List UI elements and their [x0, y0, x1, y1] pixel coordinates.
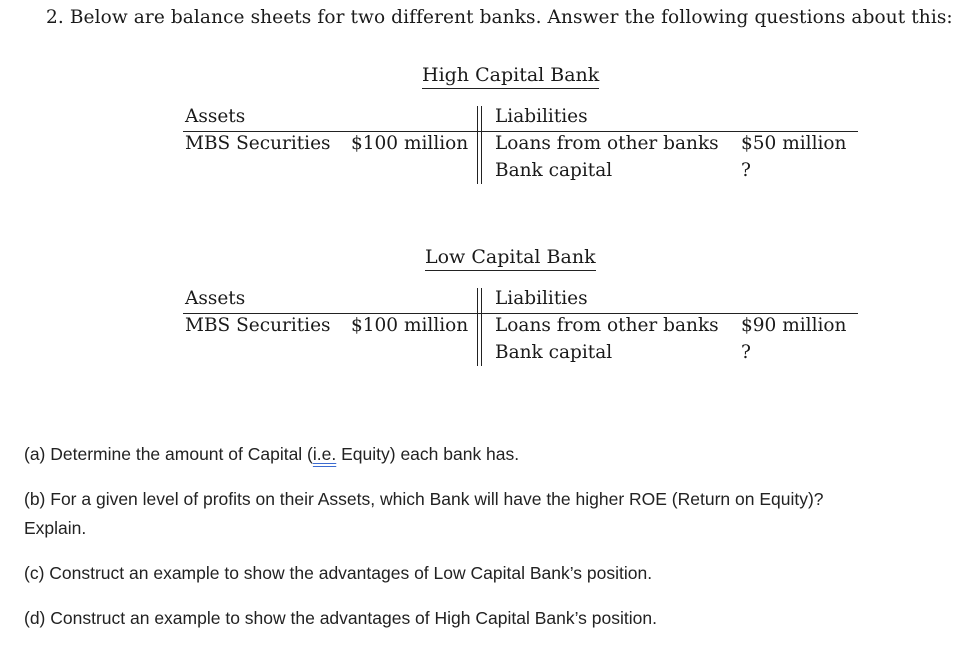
liability-value-loans: $90 million: [741, 315, 847, 336]
asset-value: $100 million: [351, 315, 469, 336]
question-part-a: [24, 444, 519, 465]
high-capital-bank-title: High Capital Bank: [422, 64, 599, 89]
liability-item-loans: Loans from other banks: [495, 133, 719, 154]
liability-value-loans: $50 million: [741, 133, 847, 154]
question-heading: 2. Below are balance sheets for two different banks. Answer the following questions about this:: [46, 7, 953, 28]
asset-value: $100 million: [351, 133, 469, 154]
question-part-b-line1: (b) For a given level of profits on their Assets, which Bank will have the higher ROE (Return on Equity)?: [24, 489, 824, 509]
assets-header: Assets: [185, 288, 246, 309]
liabilities-header: Liabilities: [495, 106, 588, 127]
divider-line: [481, 288, 482, 366]
liabilities-header: Liabilities: [495, 288, 588, 309]
liability-item-capital: Bank capital: [495, 160, 613, 181]
divider-line: [481, 106, 482, 184]
asset-item: MBS Securities: [185, 133, 331, 154]
liability-item-capital: Bank capital: [495, 342, 613, 363]
question-part-d: (d) Construct an example to show the advantages of High Capital Bank’s position.: [24, 608, 657, 628]
low-capital-bank-title: Low Capital Bank: [425, 246, 596, 271]
question-part-c: (c) Construct an example to show the advantages of Low Capital Bank’s position.: [24, 563, 653, 583]
assets-header: Assets: [185, 106, 246, 127]
header-rule: [183, 131, 858, 132]
header-rule: [183, 313, 858, 314]
liability-value-capital: ?: [741, 160, 751, 181]
part-a-suffix: Equity) each bank has.: [336, 444, 520, 464]
liability-item-loans: Loans from other banks: [495, 315, 719, 336]
divider-line: [477, 288, 478, 366]
question-part-b-line2: Explain.: [24, 518, 87, 538]
divider-line: [477, 106, 478, 184]
part-a-prefix: (a) Determine the amount of Capital (: [24, 444, 313, 464]
ie-abbreviation: i.e.: [312, 444, 337, 464]
asset-item: MBS Securities: [185, 315, 331, 336]
liability-value-capital: ?: [741, 342, 751, 363]
